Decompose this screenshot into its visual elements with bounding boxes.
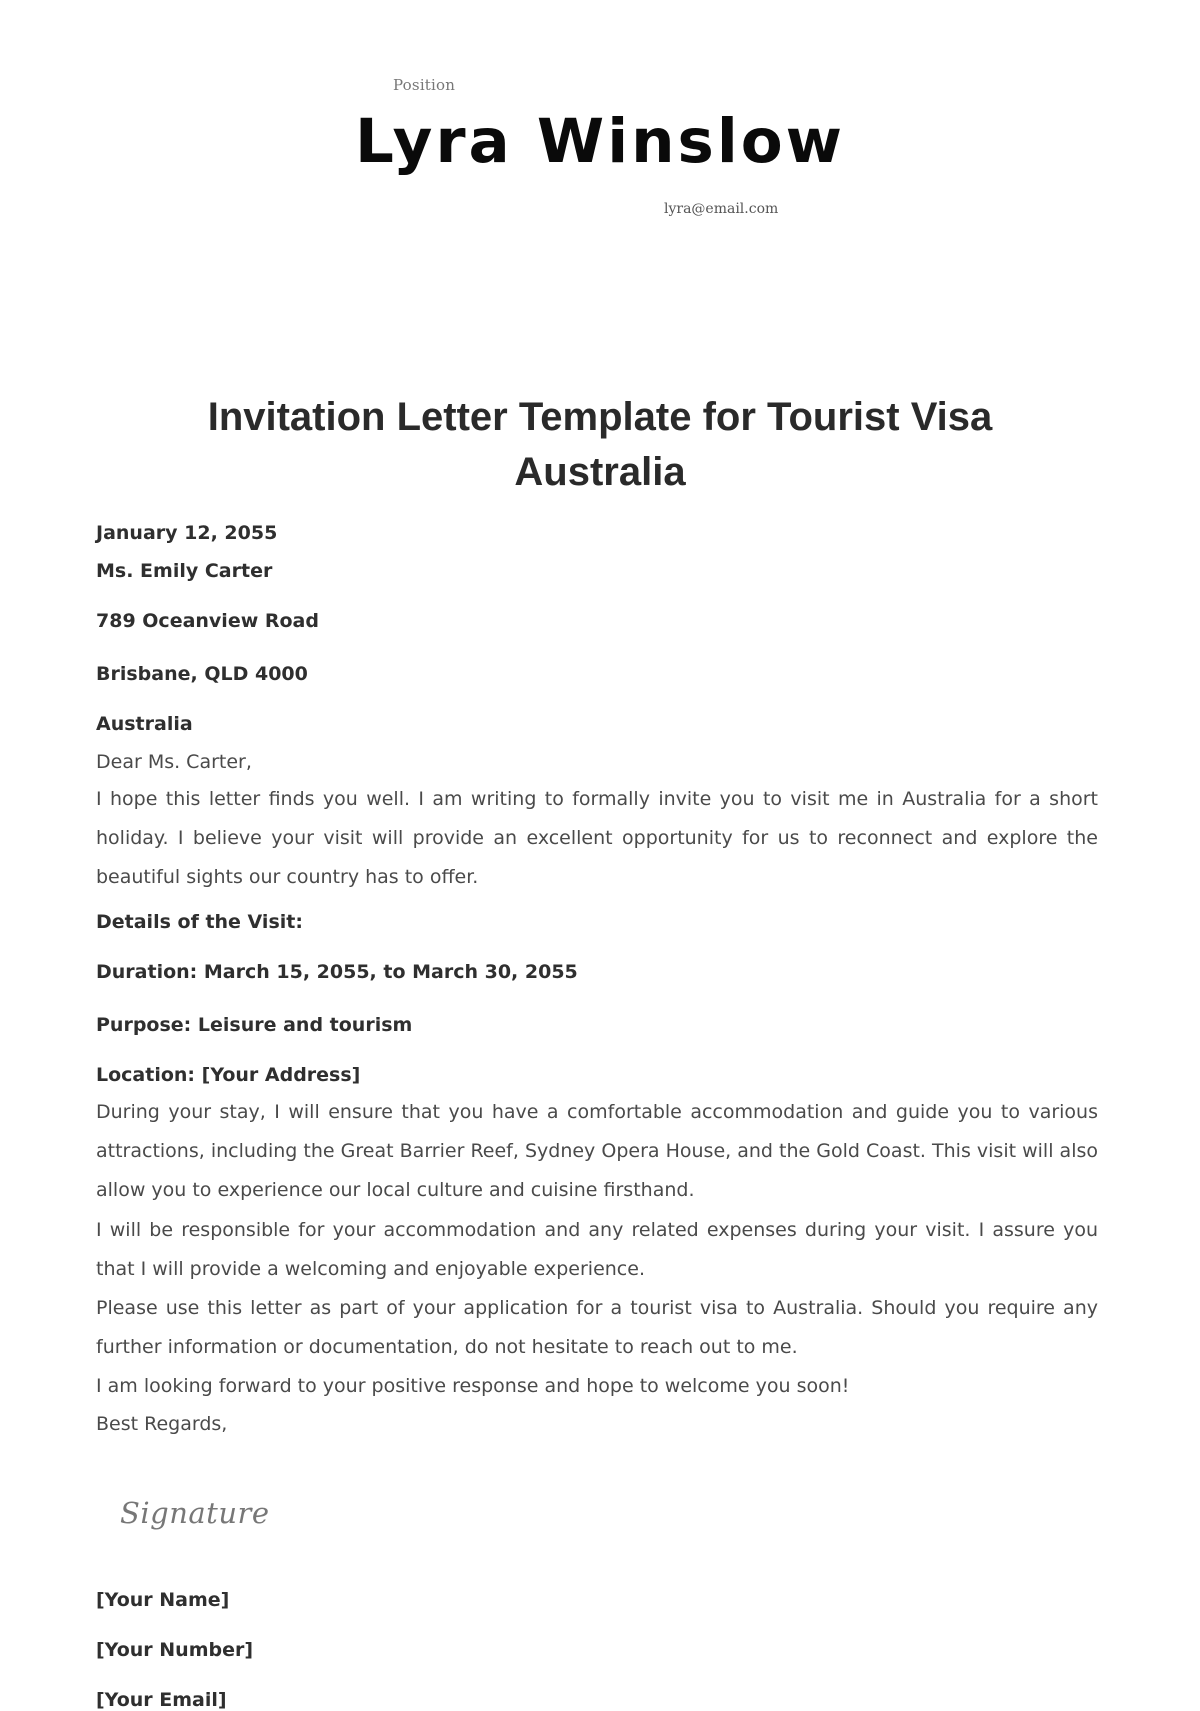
sender-email-header: lyra@email.com (664, 201, 779, 217)
stay-paragraph: During your stay, I will ensure that you have a comfortable accommodation and guide you to various attractions, including the Great Barrier Reef, Sydney Opera House, and the Gold Coast. This visit will also allow you to experience our local culture and cuisine firsthand. (96, 1101, 1098, 1201)
sender-number: [Your Number] (96, 1639, 254, 1661)
closing-line: I am looking forward to your positive response and hope to welcome you soon! (96, 1375, 850, 1397)
intro-paragraph: I hope this letter finds you well. I am writing to formally invite you to visit me in Australia for a short holiday. I believe your visit will provide an excellent opportunity for us to reconnect and explore the beautiful sights our country has to offer. (96, 788, 1098, 888)
details-purpose: Purpose: Leisure and tourism (96, 1014, 413, 1036)
signature-image: Signature (120, 1496, 270, 1530)
letter-date: January 12, 2055 (96, 522, 278, 544)
recipient-street: 789 Oceanview Road (96, 610, 319, 632)
recipient-name: Ms. Emily Carter (96, 560, 273, 582)
sender-name-header: Lyra Winslow (354, 106, 846, 177)
sign-off: Best Regards, (96, 1413, 228, 1435)
recipient-country: Australia (96, 713, 193, 735)
sender-email: [Your Email] (96, 1689, 227, 1711)
recipient-city: Brisbane, QLD 4000 (96, 663, 308, 685)
details-heading: Details of the Visit: (96, 911, 303, 933)
salutation: Dear Ms. Carter, (96, 751, 252, 773)
document-title: Invitation Letter Template for Tourist Visa Australia (207, 395, 993, 494)
details-location: Location: [Your Address] (96, 1064, 361, 1086)
details-duration: Duration: March 15, 2055, to March 30, 2055 (96, 961, 578, 983)
sender-name: [Your Name] (96, 1589, 230, 1611)
responsibility-paragraph: I will be responsible for your accommodation and any related expenses during your visit. I assure you that I will provide a welcoming and enjoyable experience. (96, 1219, 1098, 1280)
position-label: Position (393, 76, 456, 94)
usage-paragraph: Please use this letter as part of your application for a tourist visa to Australia. Should you require any further information or documentation, do not hesitate to reach out to me. (96, 1297, 1098, 1358)
